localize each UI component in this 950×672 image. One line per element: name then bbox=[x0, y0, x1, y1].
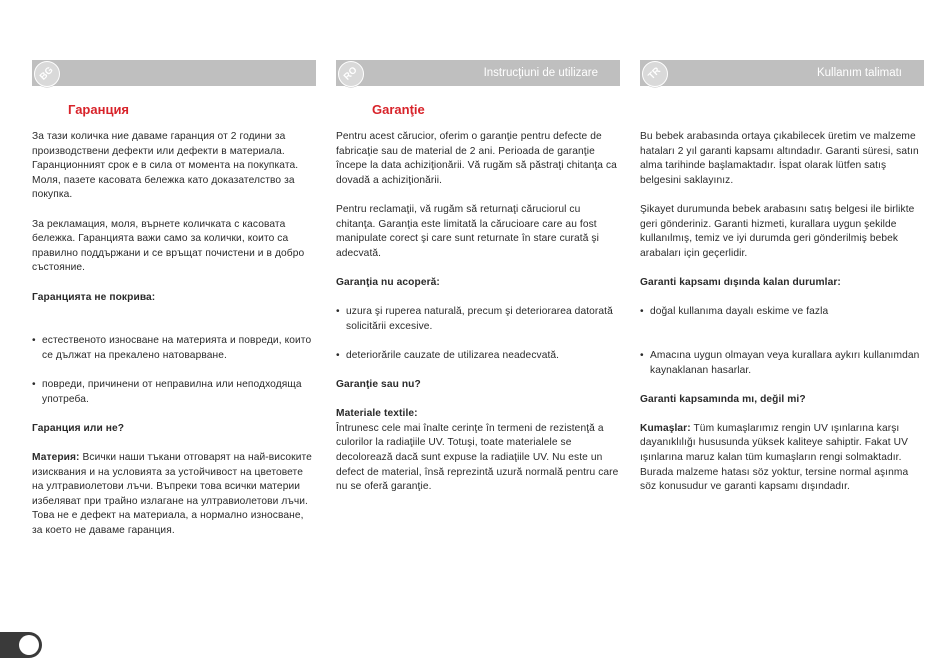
column-bg bbox=[32, 60, 316, 539]
section-heading: Garanţie bbox=[372, 102, 425, 117]
not-covered-heading: Гаранцията не покрива: bbox=[32, 291, 156, 303]
section-heading bbox=[640, 102, 924, 130]
page-tab bbox=[0, 632, 42, 658]
column-ro bbox=[336, 60, 620, 495]
claim-paragraph: Pentru reclamaţii, vă rugăm să returnaţi căruciorul cu chitanţa. Garanţia este limitată la cărucioare care au fost manipulate corect şi care sunt returnate în stare curată şi adecvată. bbox=[336, 203, 599, 259]
section-body bbox=[32, 130, 316, 539]
list-item: • doğal kullanıma dayalı eskime ve fazla bbox=[640, 306, 829, 318]
not-covered-heading: Garanţia nu acoperă: bbox=[336, 276, 440, 288]
language-badge: BG bbox=[34, 61, 60, 87]
language-badge: RO bbox=[338, 61, 364, 87]
list-item: • deteriorările cauzate de utilizarea neadecvată. bbox=[336, 349, 560, 361]
section-heading: Гаранция bbox=[68, 102, 130, 117]
claim-paragraph: За рекламация, моля, върнете количката с касовата бележка. Гаранцията важи само за колички, които са правилно поддържани и се връщат почистени и в добро състояние. bbox=[32, 218, 305, 274]
question-heading: Garanţie sau nu? bbox=[336, 379, 421, 391]
intro-paragraph: Bu bebek arabasında ortaya çıkabilecek üretim ve malzeme hataları 2 yıl garanti kapsamı altındadır. Garanti süresi, satın alma tarihinde başlamaktadır. İspat olarak lütfen satış belgesini saklayınız. bbox=[640, 131, 919, 186]
header-band bbox=[32, 60, 316, 86]
list-item: • Amacına uygun olmayan veya kurallara aykırı kullanımdan kaynaklanan hasarlar. bbox=[640, 349, 920, 376]
materials-paragraph: Întrunesc cele mai înalte cerinţe în termeni de rezistenţă a culorilor la radiaţiile UV. Totuşi, toate materialele se decolorează dacă sunt expuse la radiaţiile UV. Nu este un defect de material, însă reprezintă uzură normală pentru care nu se oferă garanţie. bbox=[336, 422, 619, 493]
list-item: • uzura şi ruperea naturală, precum şi deteriorarea datorată solicitării excesive. bbox=[336, 306, 613, 332]
header-title: Kullanım talimatı bbox=[816, 67, 902, 79]
section-body bbox=[336, 130, 620, 495]
list-item: • естественото износване на материята и повреди, които се дължат на прекалено натоварване. bbox=[32, 335, 312, 361]
question-heading: Гаранция или не? bbox=[32, 422, 125, 434]
header-band bbox=[640, 60, 924, 86]
materials-label: Materiale textile: bbox=[336, 408, 418, 420]
intro-paragraph: За тази количка ние даваме гаранция от 2 години за производствени дефекти или дефекти в материала. Гаранционният срок е в сила от момента на покупката. Моля, пазете касовата бележка като доказателство за покупка. bbox=[32, 131, 299, 201]
materials-paragraph: Материя: Всички наши тъкани отговарят на най-високите изисквания и на условията за устойчивост на цветовете на ултравиолетови лъчи. Въпреки това всички материи избеляват при трайно излагане на ултравиолетови лъчи. Това не е дефект на материала, а нормално износване, за което не даваме гаранция. bbox=[32, 452, 312, 537]
intro-paragraph: Pentru acest cărucior, oferim o garanţie pentru defecte de fabricaţie sau de material de 2 ani. Perioada de garanţie începe la data achiziţionării. Vă rugăm să păstraţi chitanţa ca dovadă a achiziţionării. bbox=[336, 131, 617, 186]
list-item: • повреди, причинени от неправилна или неподходяща употреба. bbox=[32, 379, 302, 405]
column-tr bbox=[640, 60, 924, 495]
header-title: Instrucţiuni de utilizare bbox=[483, 67, 598, 79]
language-badge: TR bbox=[642, 61, 668, 87]
question-heading: Garanti kapsamında mı, değil mi? bbox=[640, 393, 806, 405]
claim-paragraph: Şikayet durumunda bebek arabasını satış belgesi ile birlikte geri gönderiniz. Garanti hizmeti, kurallara uygun şekilde kullanılmış, temiz ve iyi durumda geri gönderilmiş bebek arabaları için geçerlidir. bbox=[640, 203, 915, 259]
page-tab-circle bbox=[19, 635, 39, 655]
section-body bbox=[640, 130, 924, 495]
header-band bbox=[336, 60, 620, 86]
not-covered-heading: Garanti kapsamı dışında kalan durumlar: bbox=[640, 276, 841, 288]
materials-paragraph: Kumaşlar: Tüm kumaşlarımız rengin UV ışınlarına karşı dayanıklılığı hususunda yüksek kaliteye sahiptir. Fakat UV ışınlarına maruz kalan tüm kumaşların rengi solmaktadır. Burada malzeme hatası söz yoktur, tersine normal aşınma söz konusudur ve garanti kapsamı dışındadır. bbox=[640, 422, 909, 493]
